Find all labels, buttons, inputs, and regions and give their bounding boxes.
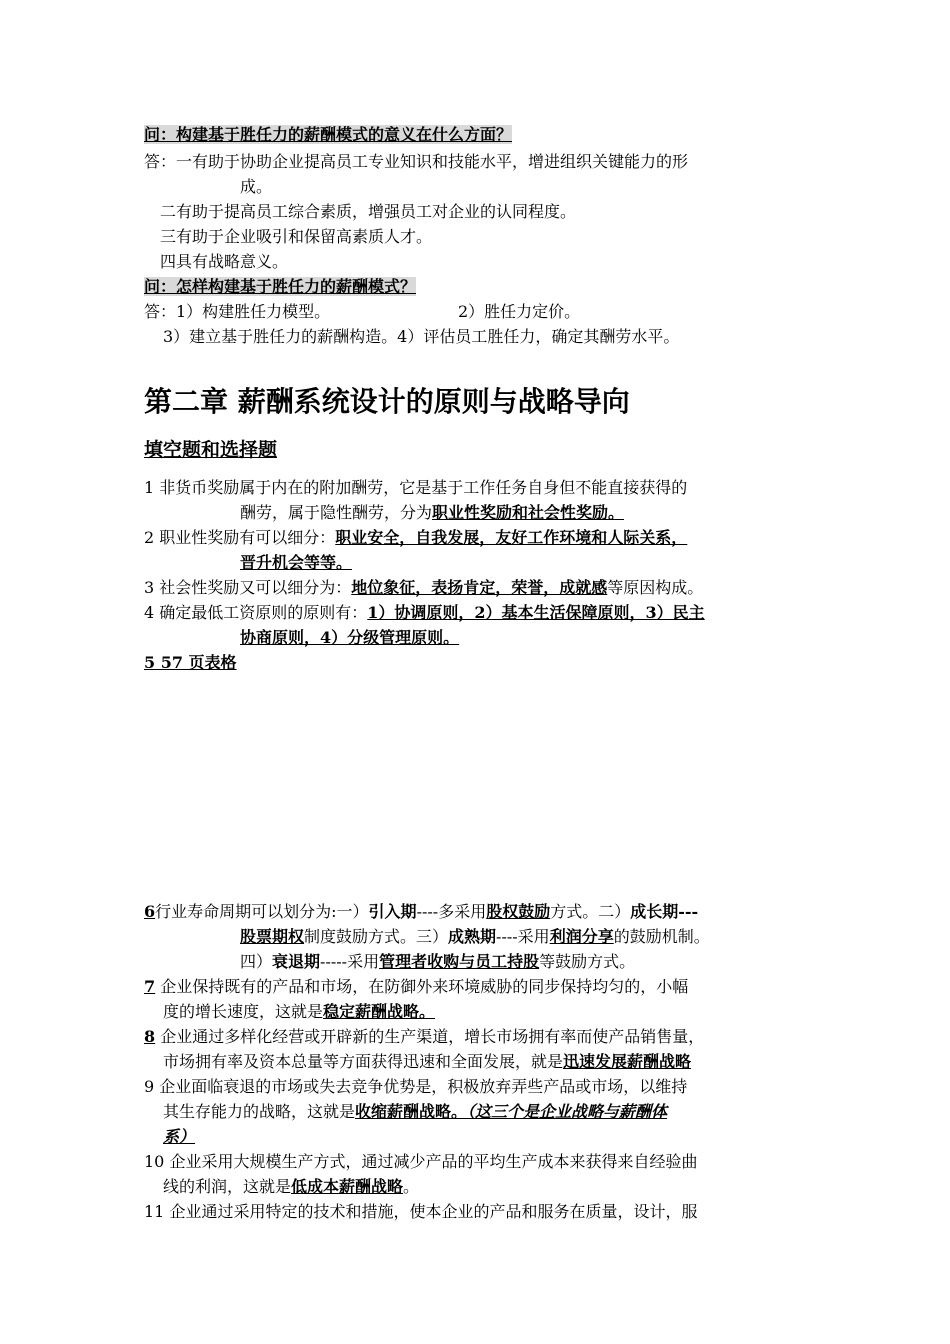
item-8-line-2 — [163, 1051, 691, 1073]
item-6-text-h: -----采用 — [320, 952, 380, 971]
item-8-text: 企业通过多样化经营或开辟新的生产渠道，增长市场拥有率而使产品销售量， — [155, 1027, 705, 1046]
item-1-line-1: 1 非货币奖励属于内在的附加酬劳，它是基于工作任务自身但不能直接获得的 — [144, 478, 688, 497]
section-title: 填空题和选择题 — [144, 439, 278, 461]
item-1-text: 酬劳，属于隐性酬劳，分为 — [240, 503, 433, 522]
question-2-text: 问：怎样构建基于胜任力的薪酬模式？ — [144, 277, 417, 296]
item-6-text-f: 的鼓励机制。 — [613, 927, 710, 946]
item-6-line-2 — [240, 926, 710, 948]
item-6-text-e: ----采用 — [496, 927, 550, 946]
item-1-answer: 职业性奖励和社会性奖励。 — [432, 503, 625, 522]
item-7-number: 7 — [144, 977, 156, 996]
item-6-line-3 — [240, 951, 635, 973]
item-9-line-3 — [163, 1126, 195, 1148]
answer-2-line-1a: 答：1）构建胜任力模型。 — [144, 302, 331, 321]
item-4-answer: 1）协调原则，2）基本生活保障原则，3）民主 — [367, 603, 705, 622]
item-9-line-2 — [163, 1101, 667, 1123]
item-3-tail: 等原因构成。 — [607, 578, 704, 597]
chapter-title: 第二章 薪酬系统设计的原则与战略导向 — [144, 385, 630, 418]
answer-1-line-5: 四具有战略意义。 — [160, 252, 289, 271]
item-8-answer: 迅速发展薪酬战略 — [563, 1052, 692, 1071]
answer-1-line-4: 三有助于企业吸引和保留高素质人才。 — [160, 227, 433, 246]
item-3-text: 3 社会性奖励又可以细分为： — [144, 578, 352, 597]
item-5-text: 5 57 页表格 — [144, 653, 237, 672]
item-1-line-2 — [240, 502, 624, 524]
item-10-line-2 — [163, 1176, 419, 1198]
item-6-text-c: 方式。二） — [550, 902, 631, 921]
answer-1-line-3: 二有助于提高员工综合素质，增强员工对企业的认同程度。 — [160, 202, 577, 221]
item-6-text-g: 四） — [240, 952, 273, 971]
item-10-answer: 低成本薪酬战略 — [291, 1177, 404, 1196]
item-3-answer: 地位象征，表扬肯定，荣誉，成就感 — [351, 578, 608, 597]
question-2 — [144, 276, 416, 298]
answer-2-line-2: 3）建立基于胜任力的薪酬构造。4）评估员工胜任力，确定其酬劳水平。 — [163, 327, 680, 346]
item-2-text: 2 职业性奖励有可以细分： — [144, 528, 336, 547]
item-10-line-1: 10 企业采用大规模生产方式，通过减少产品的平均生产成本来获得来自经验曲 — [144, 1152, 698, 1171]
item-2-answer-cont: 晋升机会等等。 — [240, 553, 353, 572]
item-9-note: （这三个是企业战略与薪酬体 — [467, 1102, 668, 1121]
item-9-text-cont: 其生存能力的战略，这就是 — [163, 1102, 356, 1121]
item-6-text-d: 制度鼓励方式。三） — [304, 927, 449, 946]
item-7-text-cont: 度的增长速度，这就是 — [163, 1002, 324, 1021]
item-6-line-1 — [144, 901, 698, 923]
item-6-text-b: ----多采用 — [416, 902, 487, 921]
answer-mbo-esop: 管理者收购与员工持股 — [379, 952, 540, 971]
item-4-line-2 — [240, 627, 459, 649]
item-7-text: 企业保持既有的产品和市场，在防御外来环境威胁的同步保持均匀的，小幅 — [155, 977, 689, 996]
item-11-line-1: 11 企业通过采用特定的技术和措施，使本企业的产品和服务在质量，设计，服 — [144, 1202, 698, 1221]
item-6-text-i: 等鼓励方式。 — [539, 952, 636, 971]
answer-2-line-1b: 2）胜任力定价。 — [458, 302, 581, 321]
item-5 — [144, 652, 237, 674]
item-4-text: 4 确定最低工资原则的原则有： — [144, 603, 368, 622]
item-6-number: 6 — [144, 902, 156, 921]
stage-growth: 成长期--- — [630, 902, 699, 921]
item-4-answer-cont: 协商原则，4）分级管理原则。 — [240, 628, 460, 647]
stage-introduction: 引入期 — [368, 902, 417, 921]
question-1 — [144, 124, 512, 146]
item-2-answer: 职业安全，自我发展，友好工作环境和人际关系， — [335, 528, 688, 547]
item-7-line-1 — [144, 976, 688, 998]
item-6-text-a: 行业寿命周期可以划分为:一） — [155, 902, 369, 921]
item-2-line-1 — [144, 527, 687, 549]
question-1-text: 问：构建基于胜任力的薪酬模式的意义在什么方面？ — [144, 125, 513, 144]
answer-equity-incentive: 股权鼓励 — [486, 902, 551, 921]
answer-stock-options: 股票期权 — [240, 927, 305, 946]
answer-profit-sharing: 利润分享 — [549, 927, 614, 946]
item-8-text-cont: 市场拥有率及资本总量等方面获得迅速和全面发展，就是 — [163, 1052, 564, 1071]
answer-1-line-1: 答：一有助于协助企业提高员工专业知识和技能水平，增进组织关键能力的形 — [144, 152, 689, 171]
stage-maturity: 成熟期 — [448, 927, 497, 946]
item-10-text-cont: 线的利润，这就是 — [163, 1177, 292, 1196]
item-4-line-1 — [144, 602, 705, 624]
item-7-answer: 稳定薪酬战略。 — [323, 1002, 436, 1021]
item-2-line-2 — [240, 552, 352, 574]
item-8-number: 8 — [144, 1027, 156, 1046]
item-8-line-1 — [144, 1026, 704, 1048]
item-3-line-1 — [144, 577, 703, 599]
item-9-answer: 收缩薪酬战略。 — [355, 1102, 468, 1121]
item-7-line-2 — [163, 1001, 435, 1023]
item-9-note-cont: 系） — [163, 1127, 196, 1146]
item-10-tail: 。 — [403, 1177, 420, 1196]
stage-decline: 衰退期 — [272, 952, 321, 971]
answer-1-line-2: 成。 — [240, 177, 273, 196]
item-9-line-1: 9 企业面临衰退的市场或失去竞争优势是，积极放弃弄些产品或市场，以维持 — [144, 1077, 688, 1096]
